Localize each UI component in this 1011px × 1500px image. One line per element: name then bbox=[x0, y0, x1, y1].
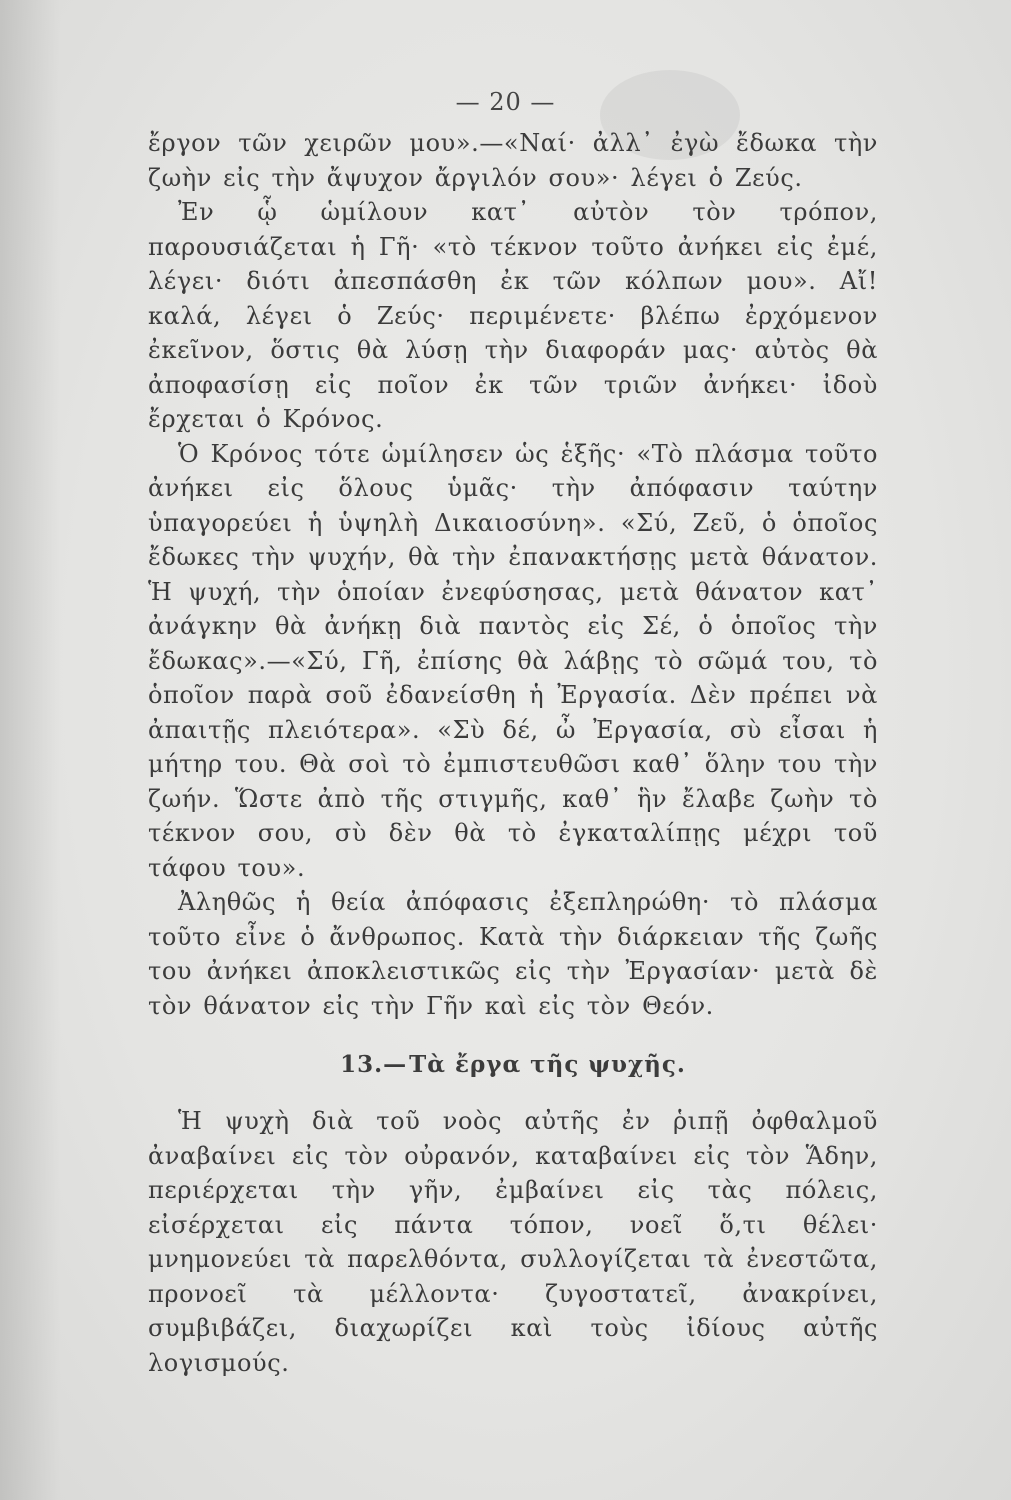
section-number: 13.— bbox=[340, 1051, 408, 1078]
paragraph: Ἐν ᾧ ὡμίλουν κατ᾽ αὐτὸν τὸν τρόπον, παρουσιάζεται ἡ Γῆ· «τὸ τέκνον τοῦτο ἀνήκει εἰς ἐμέ, λέγει· διότι ἀπεσπάσθη ἐκ τῶν κόλπων μου». Αἴ! καλά, λέγει ὁ Ζεύς· περιμένετε· βλέπω ἐρχόμενον ἐκεῖνον, ὅστις θὰ λύσῃ τὴν διαφοράν μας· αὐτὸς θὰ ἀποφασίσῃ εἰς ποῖον ἐκ τῶν τριῶν ἀνήκει· ἰδοὺ ἔρχεται ὁ Κρόνος. bbox=[148, 198, 878, 433]
binding-shadow bbox=[0, 0, 60, 1500]
page-number: — 20 — bbox=[455, 88, 556, 116]
paragraph: ἔργον τῶν χειρῶν μου».—«Ναί· ἀλλ᾽ ἐγὼ ἔδωκα τὴν ζωὴν εἰς τὴν ἄψυχον ἄργιλόν σου»· λέγει ὁ Ζεύς. bbox=[148, 129, 878, 192]
paragraph: Ὁ Κρόνος τότε ὡμίλησεν ὡς ἑξῆς· «Τὸ πλάσμα τοῦτο ἀνήκει εἰς ὅλους ὑμᾶς· τὴν ἀπόφασιν ταύτην ὑπαγορεύει ἡ ὑψηλὴ Δικαιοσύνη». «Σύ, Ζεῦ, ὁ ὁποῖος ἔδωκες τὴν ψυχήν, θὰ τὴν ἐπανακτήσῃς μετὰ θάνατον. Ἡ ψυχή, τὴν ὁποίαν ἐνεφύσησας, μετὰ θάνατον κατ᾽ ἀνάγκην θὰ ἀνήκῃ διὰ παντὸς εἰς Σέ, ὁ ὁποῖος τὴν ἔδωκας».—«Σύ, Γῆ, ἐπίσης θὰ λάβῃς τὸ σῶμά του, τὸ ὁποῖον παρὰ σοῦ ἐδανείσθη ἡ Ἐργασία. Δὲν πρέπει νὰ ἀπαιτῇς πλειότερα». «Σὺ δέ, ὦ Ἐργασία, σὺ εἶσαι ἡ μήτηρ του. Θὰ σοὶ τὸ ἐμπιστευθῶσι καθ᾽ ὅλην του τὴν ζωήν. Ὥστε ἀπὸ τῆς στιγμῆς, καθ᾽ ἣν ἔλαβε ζωὴν τὸ τέκνον σου, σὺ δὲν θὰ τὸ ἐγκαταλίπῃς μέχρι τοῦ τάφου του». bbox=[148, 439, 878, 882]
body-text bbox=[148, 126, 878, 1380]
paragraph: Ἀληθῶς ἡ θεία ἀπόφασις ἐξεπληρώθη· τὸ πλάσμα τοῦτο εἶνε ὁ ἄνθρωπος. Κατὰ τὴν διάρκειαν τῆς ζωῆς του ἀνήκει ἀποκλειστικῶς εἰς τὴν Ἐργασίαν· μετὰ δὲ τὸν θάνατον εἰς τὴν Γῆν καὶ εἰς τὸν Θεόν. bbox=[148, 888, 878, 1020]
paragraph: Ἡ ψυχὴ διὰ τοῦ νοὸς αὐτῆς ἐν ῥιπῇ ὀφθαλμοῦ ἀναβαίνει εἰς τὸν οὐρανόν, καταβαίνει εἰς τὸν Ἅδην, περιέρχεται τὴν γῆν, ἐμβαίνει εἰς τὰς πόλεις, εἰσέρχεται εἰς πάντα τόπον, νοεῖ ὅ,τι θέλει· μνημονεύει τὰ παρελθόντα, συλλογίζεται τὰ ἐνεστῶτα, προνοεῖ τὰ μέλλοντα· ζυγοστατεῖ, ἀνακρίνει, συμβιβάζει, διαχωρίζει καὶ τοὺς ἰδίους αὐτῆς λογισμούς. bbox=[148, 1107, 878, 1377]
section-heading bbox=[148, 1051, 878, 1078]
section-title: Τὰ ἔργα τῆς ψυχῆς. bbox=[409, 1051, 686, 1078]
